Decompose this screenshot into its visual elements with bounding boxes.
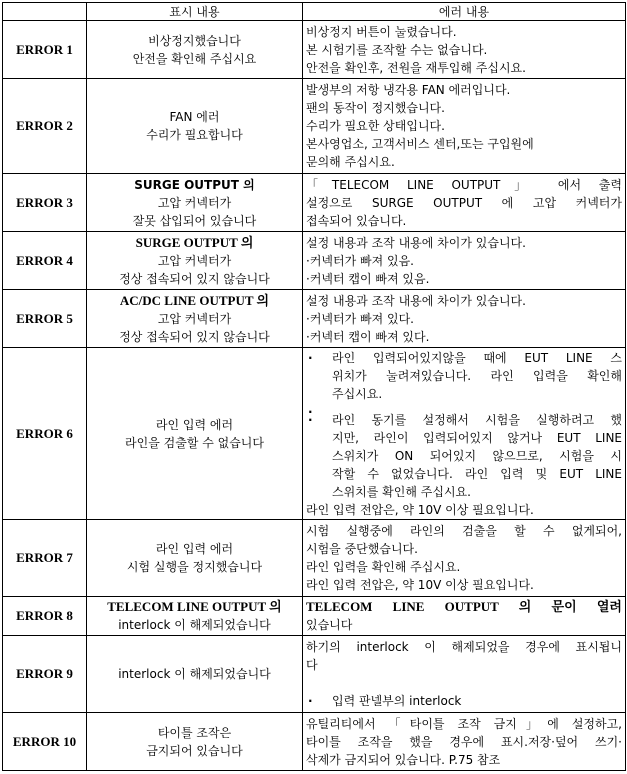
- display-text: 라인 입력 에러 라인을 검출할 수 없습니다: [87, 348, 303, 520]
- table-header: [3, 3, 626, 21]
- error-description: 설정 내용과 조작 내용에 차이가 있습니다. ·커넥터가 빠져 있음. ·커넥터 캡이 빠져 있음.: [303, 232, 626, 290]
- error-code: ERROR 2: [3, 79, 87, 174]
- error-description: 시험 실행중에 라인의 검출을 할 수 없게되어, 시험을 중단했습니다. 라인 입력을 확인해 주십시요. 라인 입력 전압은, 약 10V 이상 필요입니다.: [303, 520, 626, 597]
- display-text: 타이틀 조작은 금지되어 있습니다: [87, 713, 303, 771]
- error-description: · 라인 입력되어있지않을 때에 EUT LINE 스 위치가 눌려져있습니다. 라인 입력을 확인해 주십시요. · · 라인 동기를 설정해서 시험을 실행하려고 했 지만, 라인이 입력되어있지 않거나 EUT LINE 스위치가 ON 되어있지 않으므로, 시험을 시 작할 수 없었습니다. 라인 입력 및 EUT LINE 스위치를 확인해 주십시요. 라인 입력 전압은, 약 10V 이상 필요입니다.: [303, 348, 626, 520]
- table-row: [3, 713, 626, 771]
- header-error: 에러 내용: [303, 3, 626, 21]
- header-display: 표시 내용: [87, 3, 303, 21]
- error-code: ERROR 7: [3, 520, 87, 597]
- error-code: ERROR 4: [3, 232, 87, 290]
- display-text: 라인 입력 에러 시험 실행을 정지했습니다: [87, 520, 303, 597]
- error-description: 「TELECOM LINE OUTPUT」 에서 출력 설정으로 SURGE OUTPUT 에 고압 커넥터가 접속되어 있습니다.: [303, 174, 626, 232]
- display-text: TELECOM LINE OUTPUT 의 interlock 이 해제되었습니다: [87, 597, 303, 636]
- bullet-list: [306, 692, 622, 710]
- table-row: [3, 79, 626, 174]
- table-row: [3, 520, 626, 597]
- display-text: AC/DC LINE OUTPUT 의 고압 커넥터가 정상 접속되어 있지 않습니다: [87, 290, 303, 348]
- display-text: 비상정지했습니다 안전을 확인해 주십시요: [87, 21, 303, 79]
- error-description: 유틸리티에서 「타이틀 조작 금지」에 설정하고, 타이틀 조작을 했을 경우에 표시.저장·덮어 쓰기· 삭제가 금지되어 있습니다. P.75 참조: [303, 713, 626, 771]
- header-code: [3, 3, 87, 21]
- display-text: SURGE OUTPUT 의 고압 커넥터가 정상 접속되어 있지 않습니다: [87, 232, 303, 290]
- error-description: 하기의 interlock 이 해제되었을 경우에 표시됩니 다 · 입력 판넬부의 interlock: [303, 636, 626, 713]
- error-code: ERROR 6: [3, 348, 87, 520]
- bullet-list: [306, 349, 622, 501]
- table-row: [3, 174, 626, 232]
- table-row: [3, 636, 626, 713]
- error-code: ERROR 10: [3, 713, 87, 771]
- table-row: [3, 597, 626, 636]
- error-code: ERROR 8: [3, 597, 87, 636]
- error-code: ERROR 5: [3, 290, 87, 348]
- error-description: 설정 내용과 조작 내용에 차이가 있습니다. ·커넥터가 빠져 있다. ·커넥터 캡이 빠져 있다.: [303, 290, 626, 348]
- list-item: · 입력 판넬부의 interlock: [306, 692, 622, 710]
- table-row: [3, 290, 626, 348]
- list-item: · 라인 동기를 설정해서 시험을 실행하려고 했 지만, 라인이 입력되어있지 않거나 EUT LINE 스위치가 ON 되어있지 않으므로, 시험을 시 작할 수 없었습니다. 라인 입력 및 EUT LINE 스위치를 확인해 주십시요.: [306, 411, 622, 501]
- error-code: ERROR 9: [3, 636, 87, 713]
- error-code: ERROR 3: [3, 174, 87, 232]
- table-row: [3, 348, 626, 520]
- table-row: [3, 232, 626, 290]
- display-text: interlock 이 해제되었습니다: [87, 636, 303, 713]
- error-description: TELECOM LINE OUTPUT 의 문이 열려 있습니다: [303, 597, 626, 636]
- error-code: ERROR 1: [3, 21, 87, 79]
- list-item: · 라인 입력되어있지않을 때에 EUT LINE 스 위치가 눌려져있습니다. 라인 입력을 확인해 주십시요.: [306, 349, 622, 403]
- table-row: [3, 21, 626, 79]
- display-text: FAN 에러 수리가 필요합니다: [87, 79, 303, 174]
- error-description: 비상정지 버튼이 눌렸습니다. 본 시험기를 조작할 수는 없습니다. 안전을 확인후, 전원을 재투입해 주십시요.: [303, 21, 626, 79]
- display-text: SURGE OUTPUT 의 고압 커넥터가 잘못 삽입되어 있습니다: [87, 174, 303, 232]
- error-description: 발생부의 저항 냉각용 FAN 에러입니다. 팬의 동작이 정지했습니다. 수리가 필요한 상태입니다. 본사영업소, 고객서비스 센터,또는 구입원에 문의해 주십시요.: [303, 79, 626, 174]
- error-table: [2, 2, 626, 771]
